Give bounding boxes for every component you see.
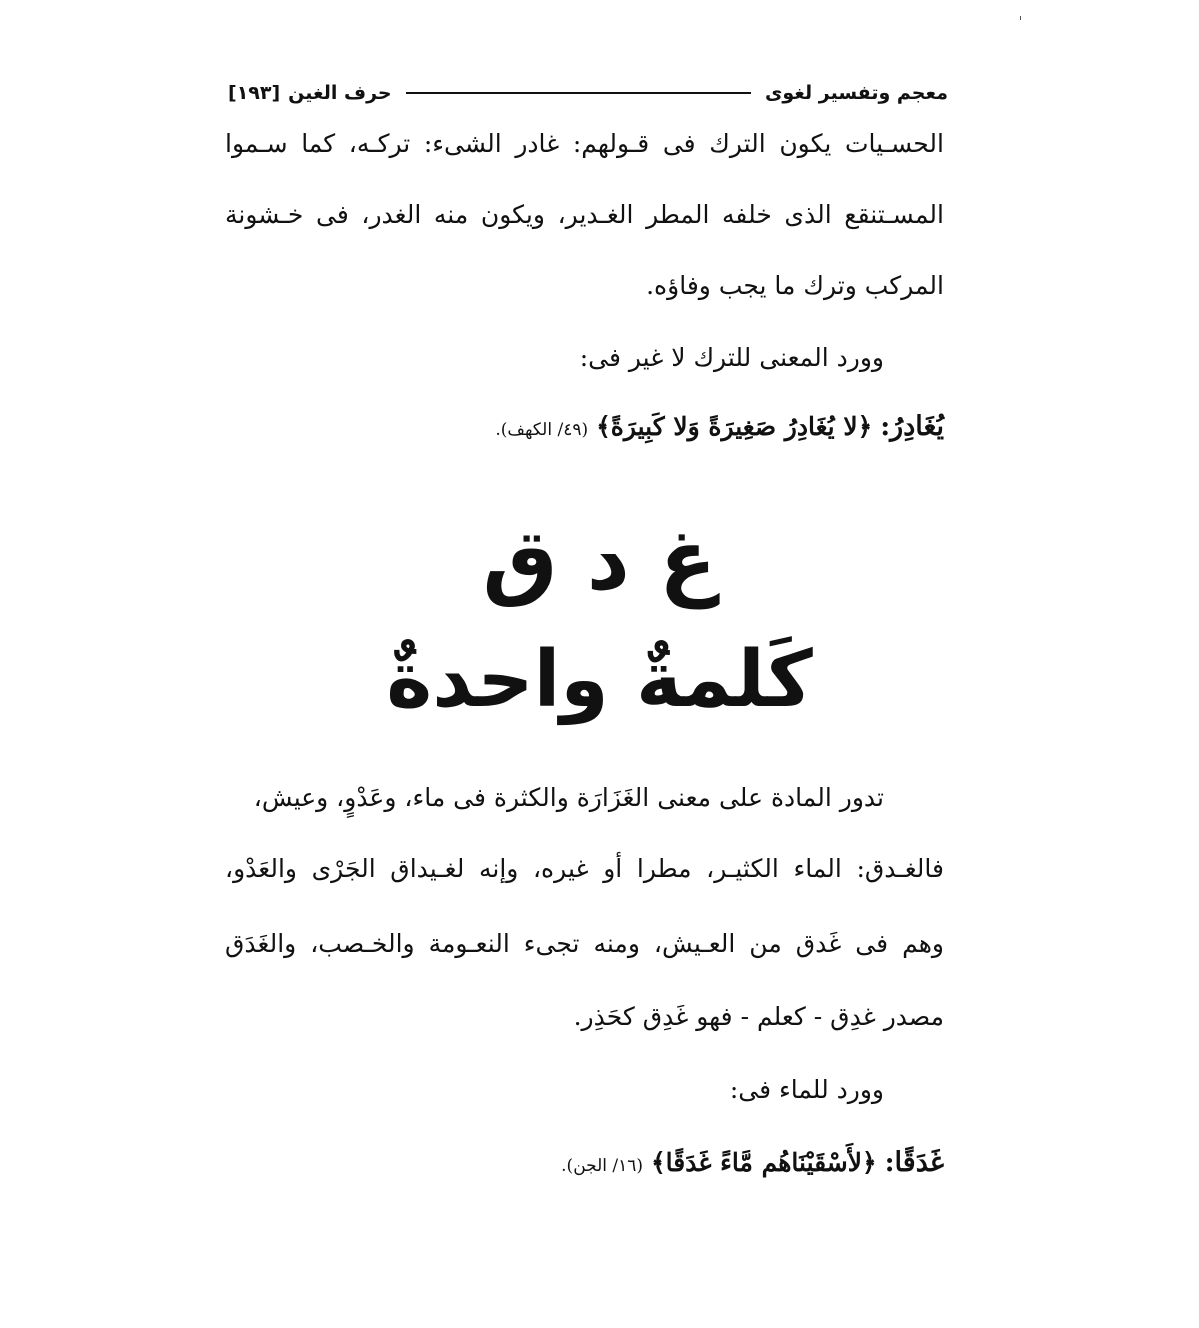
paragraph1-line: المركب وترك ما يجب وفاؤه. (646, 271, 944, 300)
occurrence2-reference: (١٦/ الجن). (561, 1156, 644, 1176)
book-title: معجم وتفسير لغوى (764, 82, 948, 104)
section-subtitle: كَلمةٌ واحدةٌ (386, 635, 813, 725)
occurrence1-reference: (٤٩/ الكهف). (495, 420, 589, 440)
occurrence1-intro: وورد المعنى للترك لا غير فى: (579, 343, 884, 372)
running-header (228, 78, 948, 108)
paragraph1-line: الحسـيات يكون الترك فى قـولهم: غادر الشىء: تركـه، كما سـموا (225, 129, 944, 158)
paragraph1-line: المسـتنقع الذى خلفه المطر الغـدير، ويكون منه الغدر، فى خـشونة (225, 200, 944, 229)
scan-mark (1020, 16, 1021, 20)
paragraph2-line: وهم فى غَدق من العـيش، ومنه تجىء النعـومة والخـصب، والغَدَق (225, 929, 944, 958)
occurrence1-verse-line (495, 407, 944, 450)
occurrence2-verse: ﴿لأَسْقَيْنَاهُم مَّاءً غَدَقًا﴾ (651, 1148, 877, 1177)
root-heading: غ د ق (482, 511, 717, 609)
letter-name: حرف الغين (288, 82, 392, 104)
occurrence2-intro: وورد للماء فى: (729, 1075, 884, 1104)
occurrence2-keyword: غَدَقًا: (884, 1147, 944, 1178)
occurrence1-verse: ﴿لا يُغَادِرُ صَغِيرَةً وَلا كَبِيرَةً﴾ (596, 412, 873, 441)
occurrence2-verse-line (561, 1143, 944, 1186)
occurrence1-keyword: يُغَادِرُ: (880, 411, 944, 442)
page-number: [١٩٣] (228, 82, 281, 104)
paragraph2-line: مصدر غدِق - كعلم - فهو غَدِق كحَذِر. (573, 1002, 944, 1031)
paragraph2-line: تدور المادة على معنى الغَزَارَة والكثرة فى ماء، وعَدْوٍ، وعيش، (253, 783, 884, 812)
paragraph2-line: فالغـدق: الماء الكثيـر، مطرا أو غيره، وإنه لغـيداق الجَرْى والعَدْو، (225, 854, 944, 883)
header-rule (406, 92, 751, 94)
